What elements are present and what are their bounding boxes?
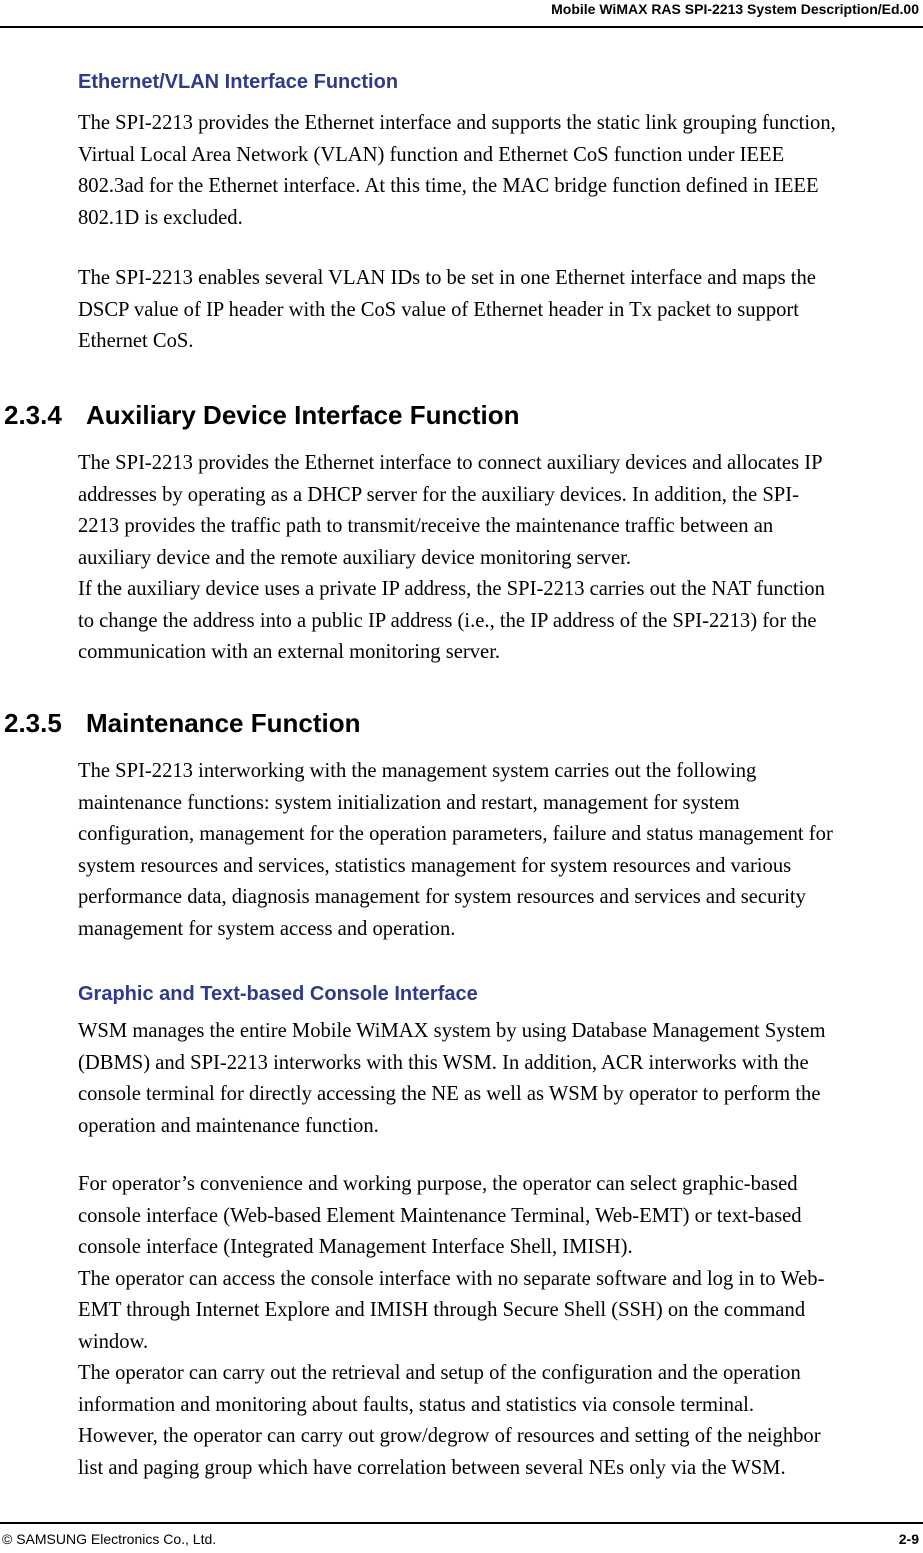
auxiliary-paragraph <box>78 448 923 669</box>
text-line: console interface (Integrated Management Interface Shell, IMISH). <box>78 1236 633 1258</box>
console-paragraph-1 <box>78 1016 923 1142</box>
text-line: maintenance functions: system initialization and restart, management for system <box>78 791 740 814</box>
text-line: communication with an external monitoring server. <box>78 641 501 663</box>
text-line: window. <box>78 1330 149 1353</box>
text-line: information and monitoring about faults, status and statistics via console terminal. <box>78 1393 755 1416</box>
text-line: The operator can access the console interface with no separate software and log in to Web- <box>78 1267 825 1290</box>
console-interface-heading: Graphic and Text-based Console Interface <box>78 983 478 1005</box>
text-line: performance data, diagnosis management for system resources and services and security <box>78 886 806 908</box>
text-line: The SPI-2213 interworking with the management system carries out the following <box>78 760 757 782</box>
text-line: addresses by operating as a DHCP server for the auxiliary devices. In addition, the SPI- <box>78 483 799 506</box>
text-line: Virtual Local Area Network (VLAN) function and Ethernet CoS function under IEEE <box>78 143 785 166</box>
text-line: (DBMS) and SPI-2213 interworks with this WSM. In addition, ACR interworks with the <box>78 1051 809 1074</box>
section-2-3-4-heading <box>4 400 519 431</box>
section-number: 2.3.4 <box>4 400 62 430</box>
section-2-3-5-heading <box>4 708 360 739</box>
text-line: The operator can carry out the retrieval and setup of the configuration and the operation <box>78 1362 801 1384</box>
text-line: console terminal for directly accessing the NE as well as WSM by operator to perform the <box>78 1083 821 1105</box>
text-line: DSCP value of IP header with the CoS value of Ethernet header in Tx packet to support <box>78 298 799 321</box>
copyright-notice: © SAMSUNG Electronics Co., Ltd. <box>2 1531 217 1547</box>
section-title: Maintenance Function <box>86 708 361 738</box>
ethernet-paragraph-1 <box>78 108 923 234</box>
page-number: 2-9 <box>898 1531 919 1547</box>
console-paragraph-2 <box>78 1169 923 1484</box>
text-line: EMT through Internet Explore and IMISH through Secure Shell (SSH) on the command <box>78 1299 806 1321</box>
text-line: The SPI-2213 enables several VLAN IDs to be set in one Ethernet interface and maps the <box>78 267 816 289</box>
document-title: Mobile WiMAX RAS SPI-2213 System Description/Ed.00 <box>551 1 919 17</box>
text-line: Ethernet CoS. <box>78 330 194 352</box>
text-line: system resources and services, statistics management for system resources and various <box>78 854 792 877</box>
text-line: However, the operator can carry out grow/degrow of resources and setting of the neighbor <box>78 1425 821 1447</box>
text-line: WSM manages the entire Mobile WiMAX system by using Database Management System <box>78 1020 826 1042</box>
text-line: The SPI-2213 provides the Ethernet interface to connect auxiliary devices and allocates IP <box>78 452 823 474</box>
section-number: 2.3.5 <box>4 708 62 738</box>
page-footer <box>0 1522 923 1553</box>
text-line: auxiliary device and the remote auxiliary device monitoring server. <box>78 546 631 569</box>
maintenance-paragraph <box>78 756 923 945</box>
text-line: 2213 provides the traffic path to transmit/receive the maintenance traffic between an <box>78 515 774 537</box>
text-line: operation and maintenance function. <box>78 1114 379 1137</box>
text-line: console interface (Web-based Element Maintenance Terminal, Web-EMT) or text-based <box>78 1204 802 1227</box>
text-line: list and paging group which have correlation between several NEs only via the WSM. <box>78 1456 786 1479</box>
section-title: Auxiliary Device Interface Function <box>86 400 520 430</box>
text-line: For operator’s convenience and working purpose, the operator can select graphic-based <box>78 1173 798 1195</box>
text-line: The SPI-2213 provides the Ethernet interface and supports the static link grouping function, <box>78 112 836 134</box>
ethernet-vlan-heading: Ethernet/VLAN Interface Function <box>78 71 399 93</box>
text-line: 802.3ad for the Ethernet interface. At this time, the MAC bridge function defined in IEEE <box>78 175 819 197</box>
page-header <box>0 0 923 28</box>
text-line: 802.1D is excluded. <box>78 206 243 229</box>
text-line: If the auxiliary device uses a private IP address, the SPI-2213 carries out the NAT function <box>78 578 825 600</box>
text-line: to change the address into a public IP address (i.e., the IP address of the SPI-2213) for the <box>78 609 817 632</box>
ethernet-paragraph-2 <box>78 263 923 358</box>
text-line: configuration, management for the operation parameters, failure and status management for <box>78 823 833 845</box>
text-line: management for system access and operation. <box>78 917 456 940</box>
